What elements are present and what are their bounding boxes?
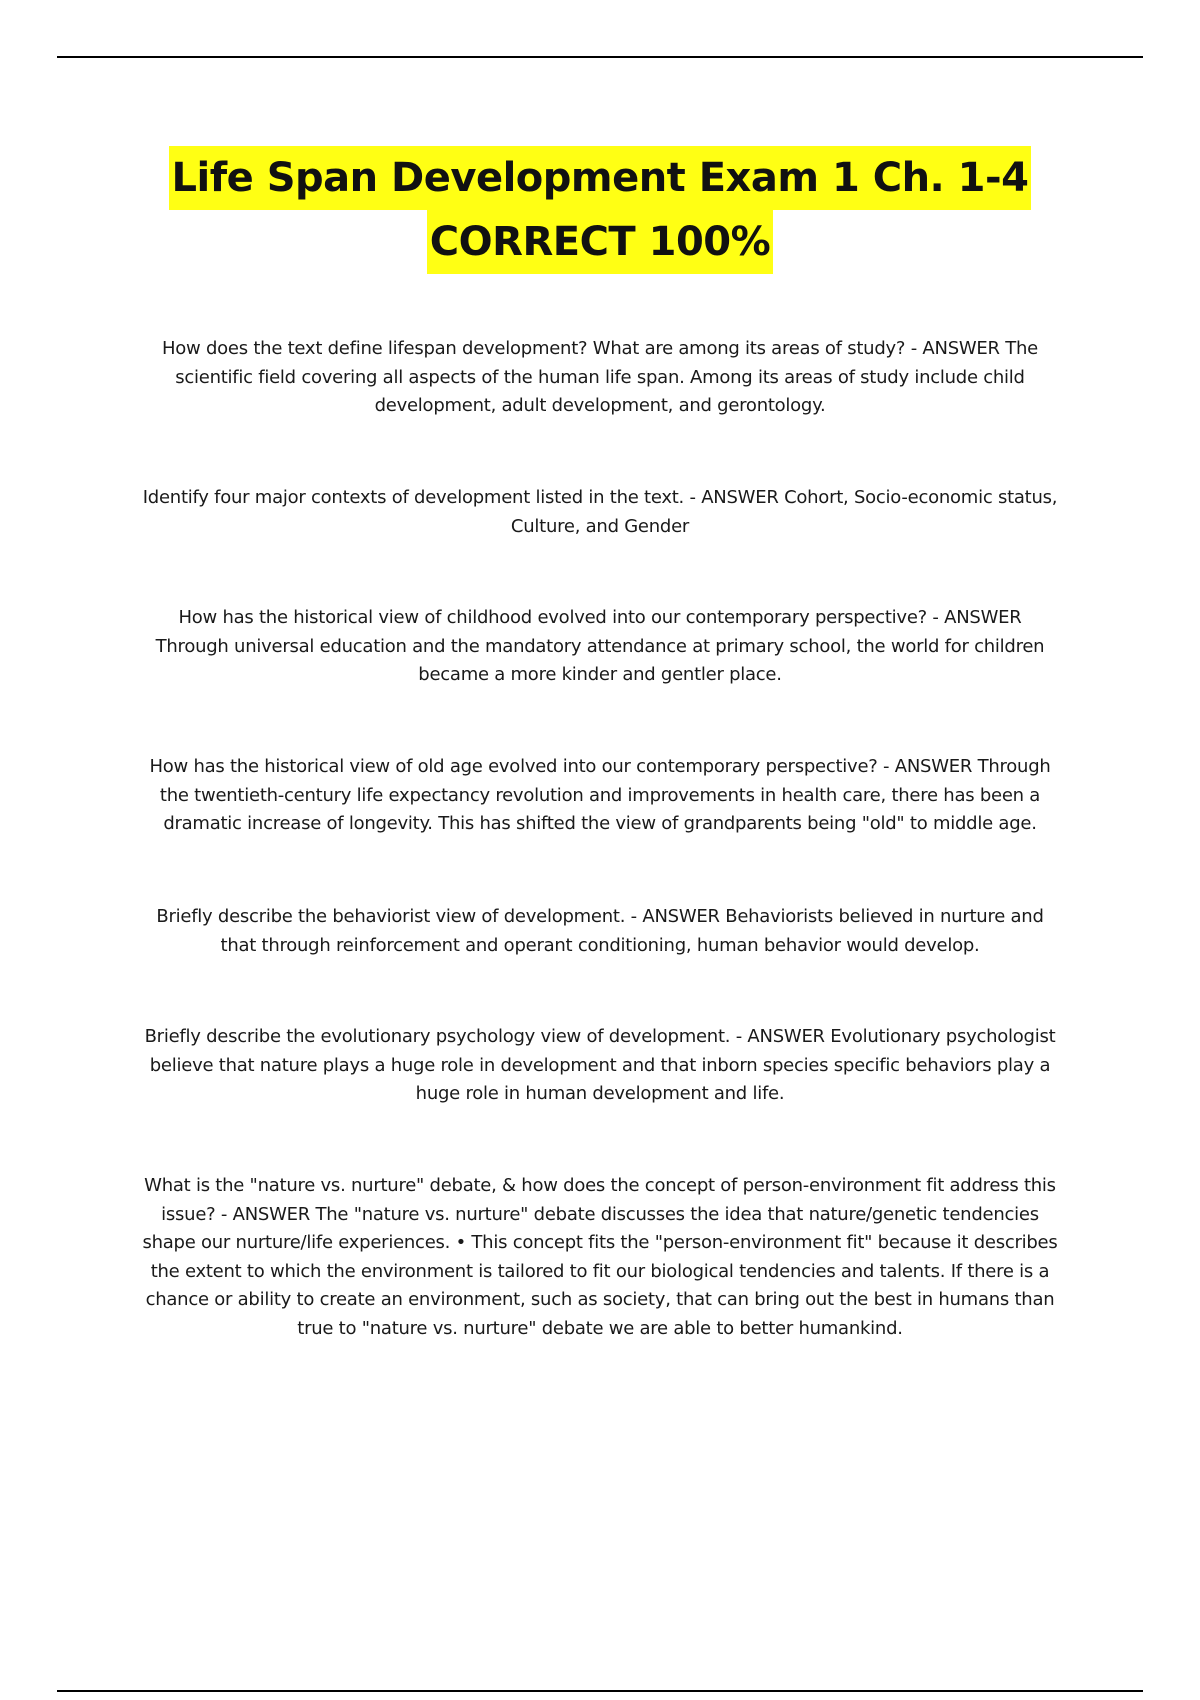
qa-item: Briefly describe the evolutionary psychology view of development. - ANSWER Evolutionary psychologist believe that nature plays a huge role in development and that inborn species specific behaviors play a huge role in human development and life. <box>144 1026 1056 1104</box>
top-divider <box>57 56 1143 58</box>
qa-item: What is the "nature vs. nurture" debate, & how does the concept of person-environment fit address this issue? - ANSWER The "nature vs. nurture" debate discusses the idea that nature/genetic tendencies shape our nurture/life experiences. • This concept fits the "person-environment fit" because it describes the extent to which the environment is tailored to fit our biological tendencies and talents. If there is a chance or ability to create an environment, such as society, that can bring out the best in humans than true to "nature vs. nurture" debate we are able to better humankind. <box>142 1175 1058 1339</box>
page-title <box>0 146 1200 274</box>
title-line-1: Life Span Development Exam 1 Ch. 1-4 <box>169 146 1032 210</box>
qa-item: How has the historical view of old age evolved into our contemporary perspective? - ANSWER Through the twentieth-century life expectancy revolution and improvements in health care, there has been a dramatic increase of longevity. This has shifted the view of grandparents being "old" to middle age. <box>149 756 1051 834</box>
qa-item: Briefly describe the behaviorist view of development. - ANSWER Behaviorists believed in nurture and that through reinforcement and operant conditioning, human behavior would develop. <box>156 906 1044 956</box>
title-line-2: CORRECT 100% <box>427 210 773 274</box>
qa-item: How has the historical view of childhood evolved into our contemporary perspective? - ANSWER Through universal education and the mandatory attendance at primary school, the world for children became a more kinder and gentler place. <box>155 607 1045 685</box>
qa-item: Identify four major contexts of development listed in the text. - ANSWER Cohort, Socio-economic status, Culture, and Gender <box>142 487 1058 537</box>
qa-item: How does the text define lifespan development? What are among its areas of study? - ANSWER The scientific field covering all aspects of the human life span. Among its areas of study include child development, adult development, and gerontology. <box>162 338 1038 416</box>
bottom-divider <box>57 1690 1143 1692</box>
